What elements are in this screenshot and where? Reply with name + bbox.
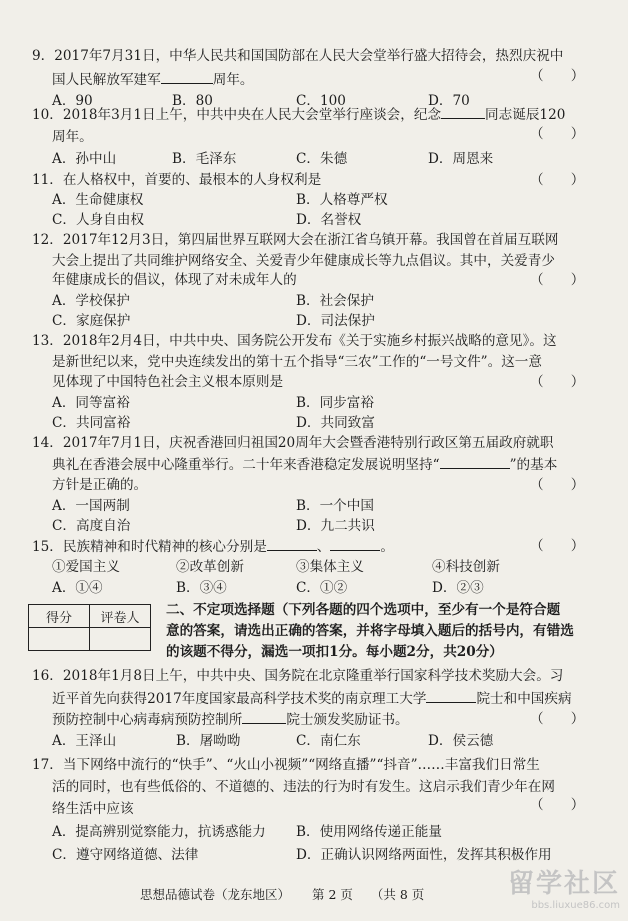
q13-line3: 见体现了中国特色社会主义根本原则是 xyxy=(52,374,284,390)
answer-parenthesis: （ ） xyxy=(530,711,585,727)
answer-blank xyxy=(330,536,380,551)
q9-line1: 9．2017年7月31日，中华人民共和国国防部在人民大会堂举行盛大招待会，热烈庆祝中 xyxy=(32,48,564,64)
q14-line2: 典礼在香港会展中心隆重举行。二十年来香港稳定发展说明坚持“ ”的基本 xyxy=(52,454,557,475)
q10-option-c: C．朱德 xyxy=(296,151,348,167)
answer-parenthesis: （ ） xyxy=(530,126,585,142)
footer-total-pages: （共 8 页 xyxy=(370,887,425,902)
score-table xyxy=(28,604,151,651)
q9-option-b: B．80 xyxy=(172,93,213,109)
q13-option-a: A．同等富裕 xyxy=(52,395,130,411)
q10-option-a: A．孙中山 xyxy=(52,151,117,167)
q11-option-d: D．名誉权 xyxy=(296,212,362,228)
q11-option-c: C．人身自由权 xyxy=(52,212,144,228)
q12-line1: 12．2017年12月3日，第四届世界互联网大会在浙江省乌镇开幕。我国曾在首届互联网 xyxy=(32,232,559,248)
q9-option-d: D．70 xyxy=(428,93,470,109)
q13-line1: 13．2018年2月4日，中共中央、国务院公开发布《关于实施乡村振兴战略的意见》。这 xyxy=(32,333,557,349)
q14-option-b: B．一个中国 xyxy=(296,498,374,514)
q16-option-d: D．侯云德 xyxy=(428,733,494,749)
q15-option-b: B．③④ xyxy=(176,580,227,596)
q15-item-4: ④科技创新 xyxy=(432,559,500,575)
q17-option-c: C．遵守网络道德、法律 xyxy=(52,847,199,863)
q12-option-a: A．学校保护 xyxy=(52,293,130,309)
q15-line1: 15．民族精神和时代精神的核心分别是 、 。 xyxy=(32,536,394,557)
q12-line2: 大会上提出了共同维护网络安全、关爱青少年健康成长等九点倡议。其中，关爱青少 xyxy=(52,253,555,269)
answer-parenthesis: （ ） xyxy=(530,374,585,390)
answer-blank xyxy=(267,536,317,551)
footer-subject: 思想品德试卷（龙东地区） xyxy=(140,887,291,902)
page-footer xyxy=(140,886,424,904)
q15-item-1: ①爱国主义 xyxy=(52,559,120,575)
q12-option-c: C．家庭保护 xyxy=(52,313,131,329)
answer-parenthesis: （ ） xyxy=(530,172,585,188)
q10-line1: 10．2018年3月1日上午，中共中央在人民大会堂举行座谈会，纪念 同志诞辰120 xyxy=(32,104,565,125)
q15-item-3: ③集体主义 xyxy=(296,559,364,575)
q15-item-2: ②改革创新 xyxy=(176,559,244,575)
q10-option-d: D．周恩来 xyxy=(428,151,494,167)
answer-parenthesis: （ ） xyxy=(530,538,585,554)
watermark-url: bbs.liuxue86.com xyxy=(531,900,620,911)
score-cell xyxy=(29,628,90,651)
q15-option-c: C．①② xyxy=(296,580,348,596)
q17-line1: 17．当下网络中流行的“快手”、“火山小视频”“网络直播”“抖音”……丰富我们日常生 xyxy=(32,757,540,773)
footer-page-number: 第 2 页 xyxy=(311,887,353,902)
q9-option-c: C．100 xyxy=(296,93,346,109)
q16-option-c: C．南仁东 xyxy=(296,733,361,749)
q11-option-b: B．人格尊严权 xyxy=(296,192,388,208)
answer-parenthesis: （ ） xyxy=(530,797,585,813)
q10-option-b: B．毛泽东 xyxy=(172,151,237,167)
q16-option-b: B．屠呦呦 xyxy=(176,733,241,749)
q16-line1: 16．2018年1月8日上午，中共中央、国务院在北京隆重举行国家科学技术奖励大会。习 xyxy=(32,668,564,684)
score-label: 得分 xyxy=(29,605,90,628)
watermark-brand: 留学社区 xyxy=(507,869,620,899)
section2-instructions-2: 的该题不得分，漏选一项扣1分。每小题2分，共20分） xyxy=(166,644,503,660)
answer-blank xyxy=(426,688,476,703)
q13-option-b: B．同步富裕 xyxy=(296,395,374,411)
q12-line3: 年健康成长的倡议，体现了对未成年人的 xyxy=(52,272,297,288)
q17-option-b: B．使用网络传递正能量 xyxy=(296,824,442,840)
q9-option-a: A．90 xyxy=(52,93,93,109)
q15-option-d: D．②③ xyxy=(432,580,484,596)
q13-option-d: D．共同致富 xyxy=(296,415,375,431)
q13-option-c: C．共同富裕 xyxy=(52,415,131,431)
q14-line1: 14．2017年7月1日，庆祝香港回归祖国20周年大会暨香港特别行政区第五届政府就职 xyxy=(32,435,554,451)
q11-line1: 11．在人格权中，首要的、最根本的人身权利是 xyxy=(32,172,322,188)
answer-blank xyxy=(242,709,286,724)
watermark xyxy=(508,863,620,911)
q15-option-a: A．①④ xyxy=(52,580,103,596)
answer-blank xyxy=(441,104,485,119)
answer-blank xyxy=(440,454,510,469)
q17-option-a: A．提高辨别觉察能力，抗诱惑能力 xyxy=(52,824,266,840)
q17-option-d: D．正确认识网络两面性，发挥其积极作用 xyxy=(296,847,552,863)
q14-line3: 方针是正确的。 xyxy=(52,477,148,493)
q12-option-b: B．社会保护 xyxy=(296,293,374,309)
q17-line3: 络生活中应该 xyxy=(52,801,134,817)
section2-instructions-1: 意的答案，请选出正确的答案，并将字母填入题后的括号内，有错选 xyxy=(166,623,574,639)
section2-title: 二、不定项选择题（下列各题的四个选项中，至少有一个是符合题 xyxy=(166,602,561,618)
answer-blank xyxy=(161,69,213,84)
q9-line2: 国人民解放军建军 周年。 xyxy=(52,69,254,90)
reviewer-cell xyxy=(90,628,151,651)
answer-parenthesis: （ ） xyxy=(530,68,585,84)
reviewer-label: 评卷人 xyxy=(90,605,151,628)
q13-line2: 是新世纪以来，党中央连续发出的第十五个指导“三农”工作的“一号文件”。这一意 xyxy=(52,354,542,370)
q14-option-c: C．高度自治 xyxy=(52,518,131,534)
q10-line2: 周年。 xyxy=(52,129,93,145)
q14-option-d: D．九二共识 xyxy=(296,518,375,534)
q16-line3: 预防控制中心病毒病预防控制所 院士颁发奖励证书。 xyxy=(52,709,409,730)
answer-parenthesis: （ ） xyxy=(530,272,585,288)
q14-option-a: A．一国两制 xyxy=(52,498,130,514)
q16-option-a: A．王泽山 xyxy=(52,733,117,749)
q17-line2: 活的同时，也有些低俗的、不道德的、违法的行为时有发生。这启示我们青少年在网 xyxy=(52,779,555,795)
q16-line2: 近平首先向获得2017年度国家最高科学技术奖的南京理工大学 院士和中国疾病 xyxy=(52,688,572,709)
answer-parenthesis: （ ） xyxy=(530,477,585,493)
q12-option-d: D．司法保护 xyxy=(296,313,375,329)
q11-option-a: A．生命健康权 xyxy=(52,192,144,208)
